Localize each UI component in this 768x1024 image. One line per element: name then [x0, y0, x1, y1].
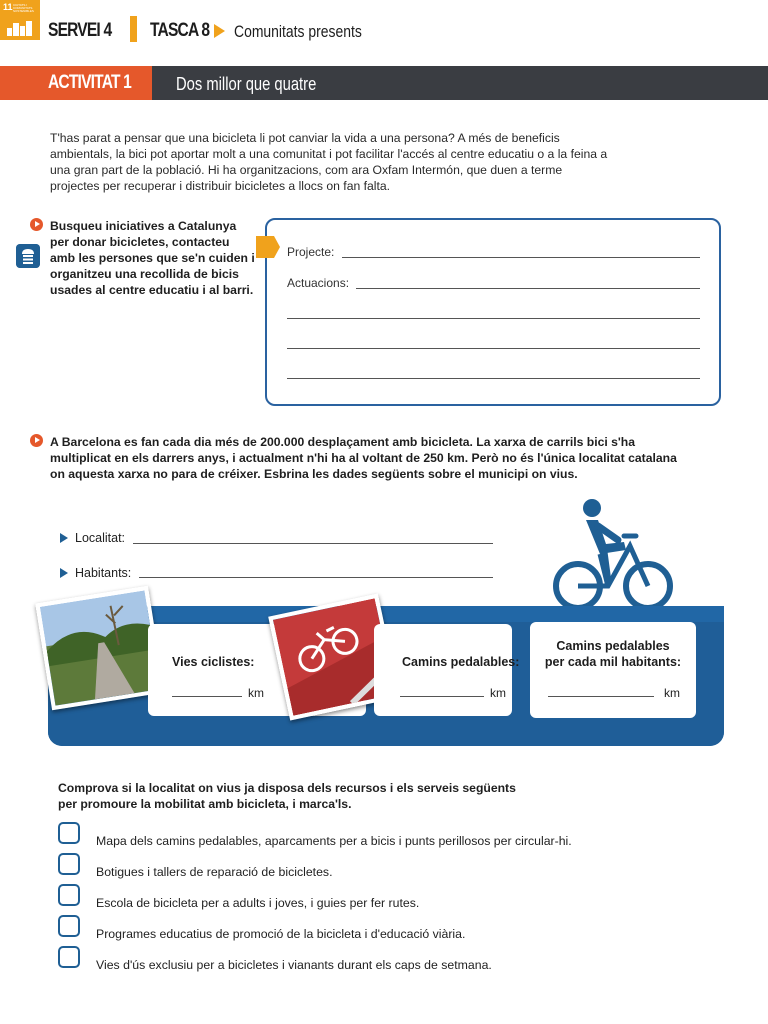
vies-label: Vies ciclistes: [172, 655, 255, 669]
vies-input-line[interactable] [172, 696, 242, 697]
play-bullet-icon [30, 218, 43, 231]
arrow-bullet-icon [60, 533, 68, 543]
per-mil-unit: km [664, 686, 680, 700]
intro-paragraph: T'has parat a pensar que una bicicleta li pot canviar la vida a una persona? A més de beneficis ambientals, la bici pot aportar molt a una comunitat i pot facilitar l'accés al centre educatiu o a la feina a una gran part de la població. Hi ha organitzacions, com ara Oxfam Intermón, que duen a terme projectes per recuperar i distribuir bicicletes a llocs on fan falta. [50, 131, 608, 193]
path-photo-image [40, 590, 160, 705]
actuacions-input-line-2[interactable] [287, 318, 700, 319]
localitat-label: Localitat: [75, 531, 126, 545]
camins-label: Camins pedalables: [402, 655, 520, 669]
checklist-item: Mapa dels camins pedalables, aparcaments per a bicis i punts perillosos per circular-hi. [96, 834, 572, 848]
actuacions-input-line[interactable] [356, 288, 700, 289]
tasca-label: TASCA 8 [150, 20, 210, 41]
camins-input-line[interactable] [400, 696, 484, 697]
camins-unit: km [490, 686, 506, 700]
checklist-item: Botigues i tallers de reparació de bicicletes. [96, 865, 333, 879]
checkbox[interactable] [58, 853, 80, 875]
servei-label: SERVEI 4 [48, 20, 112, 41]
checkbox[interactable] [58, 822, 80, 844]
checklist-item: Programes educatius de promoció de la bicicleta i d'educació viària. [96, 927, 466, 941]
task1-text: Busqueu iniciatives a Catalunya per donar bicicletes, contacteu amb les persones que se'n cuiden i organitzeu una recollida de bicis usades al centre educatiu i al barri. [50, 219, 255, 297]
city-icon [6, 20, 34, 36]
actuacions-input-line-4[interactable] [287, 378, 700, 379]
per-mil-input-line[interactable] [548, 696, 654, 697]
header-divider [130, 16, 137, 42]
cyclist-icon [548, 496, 676, 616]
projecte-label: Projecte: [287, 245, 335, 259]
checklist-intro: Comprova si la localitat on vius ja disposa dels recursos i els serveis següents per promoure la mobilitat amb bicicleta, i marca'ls. [58, 781, 516, 811]
per-mil-label-2: per cada mil habitants: [544, 655, 682, 669]
projecte-input-line[interactable] [342, 257, 700, 258]
actuacions-input-line-3[interactable] [287, 348, 700, 349]
checklist-item: Vies d'ús exclusiu per a bicicletes i vianants durant els caps de setmana. [96, 958, 492, 972]
camins-card [374, 624, 512, 716]
sdg-number: 11 [3, 2, 13, 12]
checkbox[interactable] [58, 884, 80, 906]
actuacions-label: Actuacions: [287, 276, 350, 290]
arrow-bullet-icon [60, 568, 68, 578]
sdg-text: CIUTATS I COMUNITATS SOSTENIBLES [13, 3, 34, 13]
vies-unit: km [248, 686, 264, 700]
task2-text: A Barcelona es fan cada dia més de 200.000 desplaçament amb bicicleta. La xarxa de carrils bici s'ha multiplicat en els darrers anys, i actualment n'hi ha al voltant de 250 km. Però no és l'única localitat catalana on aquesta xarxa no para de créixer. Esbrina les dades següents sobre el municipi on vius. [50, 435, 677, 481]
header-title: Comunitats presents [234, 22, 362, 41]
localitat-input-line[interactable] [133, 543, 493, 544]
per-mil-card [530, 622, 696, 718]
play-bullet-icon [30, 434, 43, 447]
activity-label: ACTIVITAT 1 [48, 72, 132, 93]
checkbox[interactable] [58, 915, 80, 937]
habitants-input-line[interactable] [139, 577, 493, 578]
rural-path-photo [35, 586, 164, 711]
per-mil-label-1: Camins pedalables [556, 639, 670, 653]
triangle-arrow-icon [214, 24, 225, 38]
sdg-11-badge [0, 0, 40, 40]
checklist-item: Escola de bicicleta per a adults i joves, i guies per fer rutes. [96, 896, 420, 910]
habitants-label: Habitants: [75, 566, 132, 580]
activity-title: Dos millor que quatre [176, 74, 317, 94]
checkbox[interactable] [58, 946, 80, 968]
group-work-icon [16, 244, 40, 268]
